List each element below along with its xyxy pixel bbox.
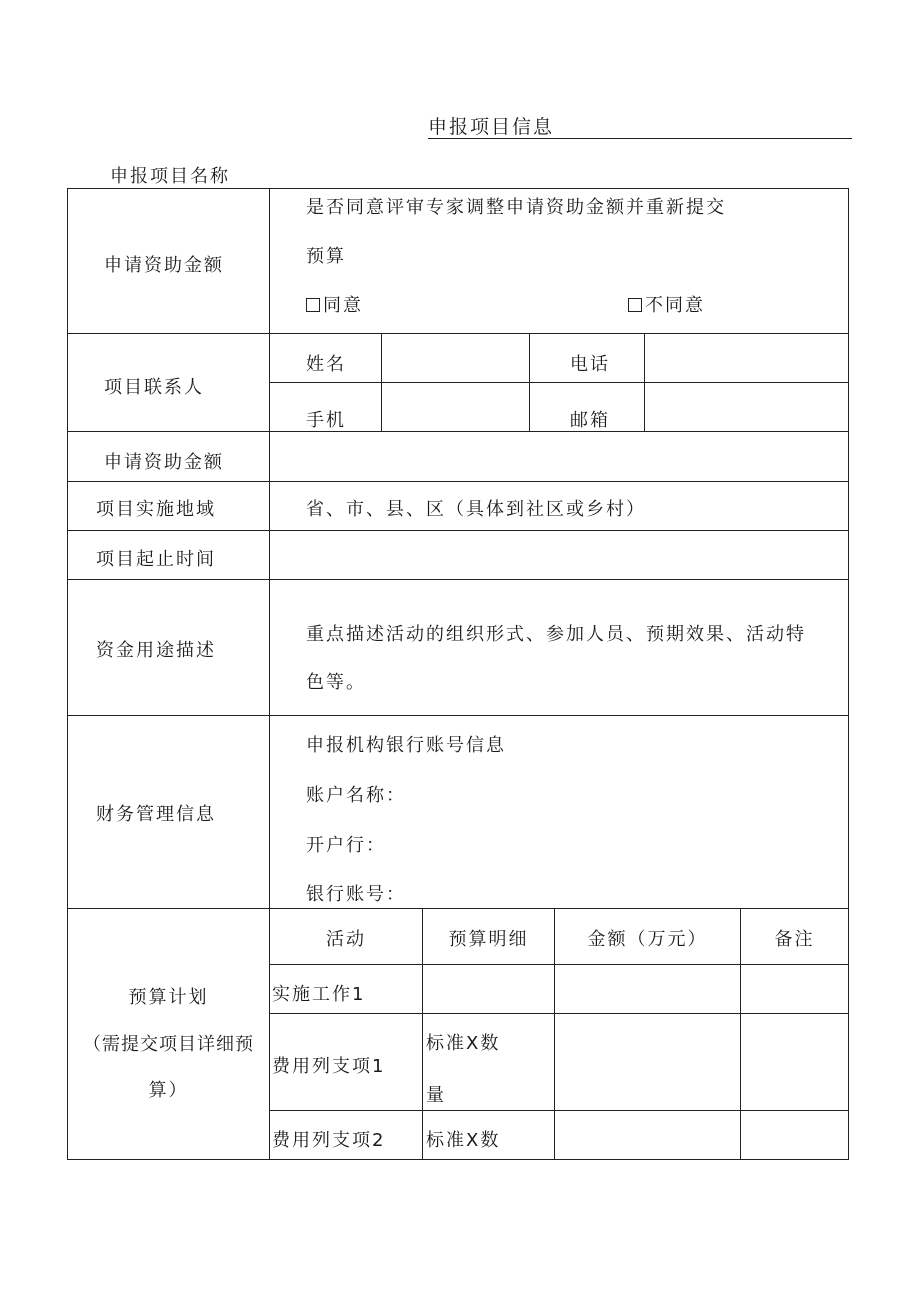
table-border-bottom	[67, 1159, 849, 1160]
contact-phone-field[interactable]	[646, 334, 847, 381]
contact-label: 项目联系人	[104, 377, 204, 398]
region-value[interactable]: 省、市、县、区（具体到社区或乡村）	[306, 499, 646, 520]
title-underline	[428, 138, 852, 139]
row-divider	[67, 908, 849, 909]
budget-header-detail: 预算明细	[448, 929, 529, 950]
budget-item-activity[interactable]: 费用列支项2	[272, 1130, 386, 1151]
finance-bank-branch[interactable]: 开户行：	[306, 835, 386, 856]
budget-item-activity[interactable]: 实施工作1	[272, 984, 366, 1005]
usage-value-line1[interactable]: 重点描述活动的组织形式、参加人员、预期效果、活动特	[306, 624, 806, 645]
budget-header-activity: 活动	[326, 929, 366, 950]
contact-name-field[interactable]	[383, 334, 528, 381]
contact-phone-label: 电话	[570, 354, 610, 375]
project-name-label: 申报项目名称	[110, 166, 230, 187]
page-title: 申报项目信息	[428, 116, 555, 138]
contact-email-label: 邮箱	[570, 410, 610, 431]
disagree-checkbox[interactable]	[628, 298, 642, 312]
budget-label-line2: （需提交项目详细预	[83, 1034, 254, 1055]
contact-email-field[interactable]	[646, 383, 847, 430]
agree-label: 同意	[323, 295, 363, 316]
usage-label: 资金用途描述	[96, 640, 216, 661]
usage-value-line2[interactable]: 色等。	[306, 672, 366, 693]
agree-checkbox[interactable]	[306, 298, 320, 312]
contact-mobile-label: 手机	[306, 410, 346, 431]
finance-bank-info: 申报机构银行账号信息	[306, 735, 506, 756]
budget-item-detail[interactable]: 标准X数	[426, 1130, 501, 1151]
amount-confirm-label: 申请资助金额	[104, 255, 224, 276]
period-field[interactable]	[271, 531, 847, 578]
adjust-question-line2: 预算	[306, 246, 346, 267]
period-label: 项目起止时间	[96, 549, 216, 570]
contact-mobile-field[interactable]	[383, 383, 528, 430]
adjust-question-line1: 是否同意评审专家调整申请资助金额并重新提交	[306, 197, 726, 218]
finance-account-number[interactable]: 银行账号：	[306, 884, 406, 905]
region-label: 项目实施地域	[96, 499, 216, 520]
budget-header-remark: 备注	[774, 929, 815, 950]
contact-name-label: 姓名	[306, 354, 346, 375]
budget-label-line1: 预算计划	[128, 987, 209, 1008]
column-divider	[644, 333, 645, 432]
table-border-top	[67, 188, 849, 189]
amount-field[interactable]	[271, 432, 847, 480]
agree-option[interactable]	[306, 291, 363, 317]
finance-label: 财务管理信息	[96, 804, 216, 825]
row-divider	[67, 715, 849, 716]
disagree-option[interactable]	[628, 291, 705, 317]
row-divider	[67, 579, 849, 580]
budget-item-detail-line1[interactable]: 标准X数	[426, 1033, 501, 1054]
amount-label: 申请资助金额	[104, 452, 224, 473]
row-divider	[67, 481, 849, 482]
budget-header-amount: 金额（万元）	[587, 929, 708, 950]
row-divider	[269, 1110, 849, 1111]
budget-label-line3: 算）	[148, 1080, 189, 1101]
disagree-label: 不同意	[645, 295, 705, 316]
row-divider	[269, 1013, 849, 1014]
column-divider	[381, 333, 382, 432]
row-divider	[269, 964, 849, 965]
column-divider	[529, 333, 530, 432]
budget-item-activity[interactable]: 费用列支项1	[272, 1056, 386, 1077]
budget-item-detail-line2[interactable]: 量	[426, 1085, 446, 1106]
finance-account-name[interactable]: 账户名称：	[306, 785, 406, 806]
